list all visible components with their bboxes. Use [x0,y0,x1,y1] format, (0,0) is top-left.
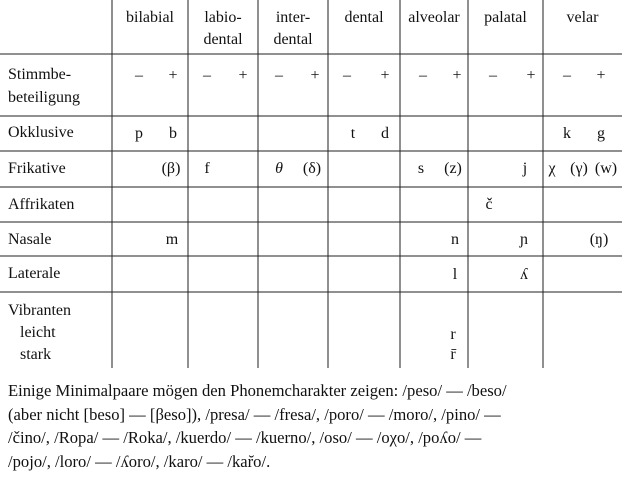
col-palatal: palatal [484,9,527,26]
phoneme-m: m [165,231,179,248]
phoneme-l: l [452,266,458,283]
phoneme-j: j [522,160,528,177]
phoneme-s: s [417,160,425,177]
voicing-plus: + [596,67,606,84]
phoneme-k: k [563,125,571,142]
row-label-affrikaten: Affrikaten [8,196,75,213]
phoneme-n: n [451,231,459,248]
phoneme-p: p [135,125,143,142]
voicing-plus: + [452,67,462,84]
col-velar: velar [566,9,599,26]
row-label-okklusive: Okklusive [8,124,74,141]
phoneme-palatal-l: ʎ [520,266,528,283]
phoneme-w: (w) [594,160,618,177]
voicing-plus: + [310,67,320,84]
row-label-stimm-line2: beteiligung [8,89,80,106]
phoneme-palatal-n: ɲ [520,231,528,248]
col-interdental-line1: inter- [275,9,311,26]
phoneme-b: b [169,125,177,142]
phoneme-gamma: (γ) [570,160,588,177]
phoneme-f: f [204,160,210,177]
phoneme-t: t [350,125,356,142]
phoneme-r-long: r̄ [450,346,456,363]
col-labiodental-line2: dental [203,31,243,48]
voicing-plus: + [526,67,536,84]
col-interdental-line2: dental [273,31,313,48]
voicing-minus: – [563,67,571,84]
paragraph-line: /čino/, /Ropa/ — /Roka/, /kuerdo/ — /kuerno/, /oso/ — /oχo/, /poʎo/ — [8,428,482,447]
phoneme-delta: (δ) [302,160,322,177]
row-label-frikative: Frikative [8,160,66,177]
phoneme-chi: χ [548,160,556,177]
voicing-plus: + [380,67,390,84]
voicing-minus: – [419,67,427,84]
col-bilabial: bilabial [126,9,174,26]
voicing-minus: – [343,67,351,84]
phoneme-beta: (β) [161,160,181,177]
row-label-nasale: Nasale [8,231,52,248]
voicing-minus: – [203,67,211,84]
col-alveolar: alveolar [408,9,460,26]
paragraph-line: (aber nicht [beso] — [βeso]), /presa/ — /fresa/, /poro/ — /moro/, /pino/ — [8,404,501,424]
phoneme-r: r [450,326,456,343]
col-dental: dental [344,9,384,26]
voicing-plus: + [168,67,178,84]
phoneme-z: (z) [444,160,462,177]
phoneme-d: d [381,125,389,142]
paragraph-line: Einige Minimalpaare mögen den Phonemcharakter zeigen: /peso/ — /beso/ [8,381,507,400]
voicing-plus: + [238,67,248,84]
minimal-pairs-paragraph [8,379,614,473]
voicing-minus: – [489,67,497,84]
row-label-stimm-line1: Stimmbe- [8,66,72,83]
phoneme-g: g [597,125,605,142]
voicing-minus: – [135,67,143,84]
row-label-stark: stark [20,346,52,363]
voicing-minus: – [275,67,283,84]
phoneme-theta: θ [275,160,283,177]
row-label-laterale: Laterale [8,265,61,282]
phoneme-eng: (ŋ) [589,231,609,248]
row-label-vibranten: Vibranten [8,302,72,319]
phoneme-c-caron: č [485,196,493,213]
row-label-leicht: leicht [20,324,56,341]
col-labiodental-line1: labio- [204,9,242,26]
paragraph-line: /pojo/, /loro/ — /ʎoro/, /karo/ — /kar̆o/. [8,451,271,471]
